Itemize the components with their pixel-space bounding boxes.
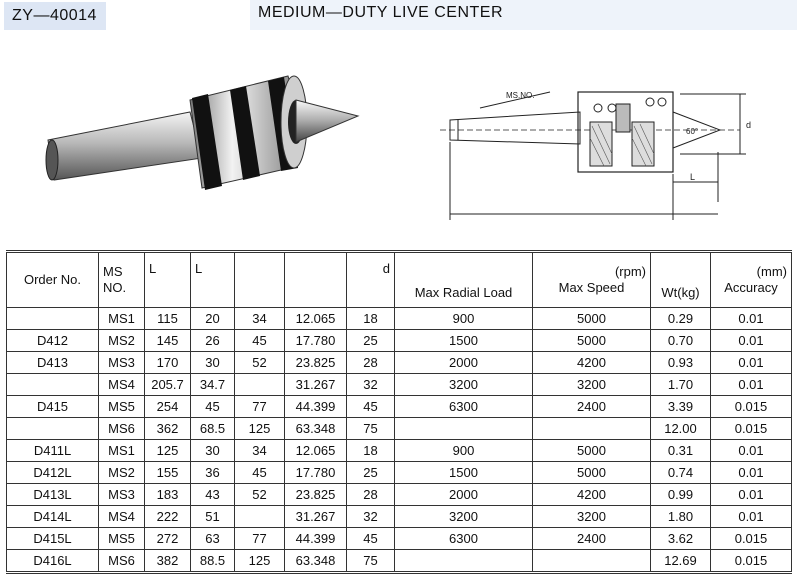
table-cell: 52 [235, 484, 285, 506]
table-cell: 34 [235, 440, 285, 462]
table-cell: 23.825 [285, 352, 347, 374]
table-cell [7, 374, 99, 396]
table-cell: 18 [347, 308, 395, 330]
table-cell: MS2 [99, 462, 145, 484]
table-row [7, 462, 792, 484]
table-cell: 125 [145, 440, 191, 462]
table-cell: 63.348 [285, 550, 347, 573]
table-cell: 68.5 [191, 418, 235, 440]
table-cell: MS6 [99, 550, 145, 573]
table-cell: MS5 [99, 396, 145, 418]
table-cell: MS5 [99, 528, 145, 550]
table-cell: 900 [395, 440, 533, 462]
table-cell: 23.825 [285, 484, 347, 506]
table-cell: 45 [347, 528, 395, 550]
table-cell: 31.267 [285, 506, 347, 528]
table-cell: 155 [145, 462, 191, 484]
table-cell: 0.015 [711, 396, 792, 418]
table-cell: 1500 [395, 462, 533, 484]
table-cell: 31.267 [285, 374, 347, 396]
table-cell: 2400 [533, 396, 651, 418]
table-cell: 2400 [533, 528, 651, 550]
table-cell: 0.31 [651, 440, 711, 462]
table-cell: 0.015 [711, 418, 792, 440]
table-cell: 63 [191, 528, 235, 550]
table-cell: 77 [235, 396, 285, 418]
col-weight: Wt(kg) [651, 252, 711, 308]
table-cell: 75 [347, 550, 395, 573]
table-row [7, 374, 792, 396]
table-cell: 3200 [395, 506, 533, 528]
table-cell: 2000 [395, 484, 533, 506]
table-cell: 0.99 [651, 484, 711, 506]
table-cell: 1.70 [651, 374, 711, 396]
table-cell: 3200 [533, 374, 651, 396]
col-max-radial-load: Max Radial Load [395, 252, 533, 308]
table-cell: 28 [347, 352, 395, 374]
table-cell: 115 [145, 308, 191, 330]
table-cell: 0.01 [711, 484, 792, 506]
table-cell: 0.01 [711, 330, 792, 352]
col-blank-2 [285, 252, 347, 308]
table-cell: 254 [145, 396, 191, 418]
product-code: ZY—40014 [4, 2, 106, 30]
table-cell: MS4 [99, 374, 145, 396]
table-row [7, 352, 792, 374]
table-cell: 0.01 [711, 440, 792, 462]
svg-text:60°: 60° [686, 127, 699, 136]
col-accuracy: (mm) Accuracy [711, 252, 792, 308]
table-cell: 4200 [533, 352, 651, 374]
table-cell: 75 [347, 418, 395, 440]
table-cell: D414L [7, 506, 99, 528]
table-cell: MS1 [99, 440, 145, 462]
table-row [7, 506, 792, 528]
table-cell: 30 [191, 440, 235, 462]
table-cell: 12.69 [651, 550, 711, 573]
table-cell: 125 [235, 418, 285, 440]
table-cell: MS2 [99, 330, 145, 352]
table-cell: 44.399 [285, 528, 347, 550]
table-cell: 0.01 [711, 352, 792, 374]
table-cell: D411L [7, 440, 99, 462]
table-cell: 32 [347, 506, 395, 528]
table-cell [533, 550, 651, 573]
table-cell: 44.399 [285, 396, 347, 418]
table-cell: 43 [191, 484, 235, 506]
table-cell: MS4 [99, 506, 145, 528]
table-cell: 51 [191, 506, 235, 528]
table-cell: 18 [347, 440, 395, 462]
table-cell [533, 418, 651, 440]
table-cell: 0.93 [651, 352, 711, 374]
svg-text:L: L [690, 172, 696, 182]
table-cell: 0.70 [651, 330, 711, 352]
table-cell: 0.01 [711, 462, 792, 484]
table-cell: 205.7 [145, 374, 191, 396]
table-cell: D413L [7, 484, 99, 506]
table-cell: 32 [347, 374, 395, 396]
table-cell: 0.01 [711, 506, 792, 528]
table-row [7, 528, 792, 550]
table-cell: 20 [191, 308, 235, 330]
table-cell: 25 [347, 330, 395, 352]
table-cell: 3.39 [651, 396, 711, 418]
table-cell: 77 [235, 528, 285, 550]
table-cell: 17.780 [285, 330, 347, 352]
table-cell: 28 [347, 484, 395, 506]
table-cell: 0.015 [711, 528, 792, 550]
table-cell: D416L [7, 550, 99, 573]
page-title: MEDIUM—DUTY LIVE CENTER [250, 0, 797, 30]
table-cell: D415 [7, 396, 99, 418]
table-cell: 5000 [533, 330, 651, 352]
table-cell: 4200 [533, 484, 651, 506]
table-cell: 0.015 [711, 550, 792, 573]
table-cell: 6300 [395, 528, 533, 550]
table-cell: 12.065 [285, 308, 347, 330]
table-cell: 36 [191, 462, 235, 484]
col-l2: L [191, 252, 235, 308]
col-l1: L [145, 252, 191, 308]
table-cell: 183 [145, 484, 191, 506]
table-cell: 52 [235, 352, 285, 374]
table-cell: 63.348 [285, 418, 347, 440]
table-cell: 5000 [533, 440, 651, 462]
technical-drawing [440, 82, 780, 227]
table-cell: MS3 [99, 484, 145, 506]
table-cell [395, 550, 533, 573]
table-cell: 45 [235, 462, 285, 484]
table-row [7, 418, 792, 440]
table-header-row [7, 252, 792, 308]
table-cell: 12.00 [651, 418, 711, 440]
table-cell: 272 [145, 528, 191, 550]
table-cell: 125 [235, 550, 285, 573]
table-cell: 170 [145, 352, 191, 374]
table-cell: 0.01 [711, 308, 792, 330]
table-cell: MS3 [99, 352, 145, 374]
table-cell: 88.5 [191, 550, 235, 573]
table-cell: MS6 [99, 418, 145, 440]
table-cell: 145 [145, 330, 191, 352]
col-blank-1 [235, 252, 285, 308]
table-cell: 6300 [395, 396, 533, 418]
col-ms-no: MS NO. [99, 252, 145, 308]
table-cell: 45 [235, 330, 285, 352]
table-cell: 17.780 [285, 462, 347, 484]
table-cell: 0.01 [711, 374, 792, 396]
table-cell: MS1 [99, 308, 145, 330]
table-cell: 0.74 [651, 462, 711, 484]
table-cell: 34.7 [191, 374, 235, 396]
table-cell [7, 418, 99, 440]
col-order-no: Order No. [7, 252, 99, 308]
live-center-photo [40, 70, 370, 200]
svg-text:d: d [746, 120, 752, 130]
table-row [7, 484, 792, 506]
table-cell: D412L [7, 462, 99, 484]
table-cell: 5000 [533, 308, 651, 330]
table-cell: D412 [7, 330, 99, 352]
svg-text:MS.NO.: MS.NO. [506, 91, 535, 100]
table-cell [395, 418, 533, 440]
table-cell: D415L [7, 528, 99, 550]
table-cell: 382 [145, 550, 191, 573]
table-cell: 26 [191, 330, 235, 352]
table-cell: 45 [347, 396, 395, 418]
table-cell: 3200 [533, 506, 651, 528]
table-row [7, 396, 792, 418]
table-cell: D413 [7, 352, 99, 374]
table-cell: 45 [191, 396, 235, 418]
table-cell: 12.065 [285, 440, 347, 462]
table-cell [235, 374, 285, 396]
table-cell: 3.62 [651, 528, 711, 550]
table-cell: 222 [145, 506, 191, 528]
table-cell: 2000 [395, 352, 533, 374]
table-cell: 1.80 [651, 506, 711, 528]
table-cell: 3200 [395, 374, 533, 396]
table-cell [235, 506, 285, 528]
table-cell: 1500 [395, 330, 533, 352]
col-max-speed: (rpm) Max Speed [533, 252, 651, 308]
table-cell: 5000 [533, 462, 651, 484]
col-d: d [347, 252, 395, 308]
table-cell [7, 308, 99, 330]
table-cell: 0.29 [651, 308, 711, 330]
table-cell: 30 [191, 352, 235, 374]
table-cell: 900 [395, 308, 533, 330]
table-cell: 362 [145, 418, 191, 440]
table-row [7, 330, 792, 352]
table-cell: 34 [235, 308, 285, 330]
table-row [7, 550, 792, 573]
spec-table [6, 250, 792, 574]
table-row [7, 440, 792, 462]
table-cell: 25 [347, 462, 395, 484]
table-row [7, 308, 792, 330]
